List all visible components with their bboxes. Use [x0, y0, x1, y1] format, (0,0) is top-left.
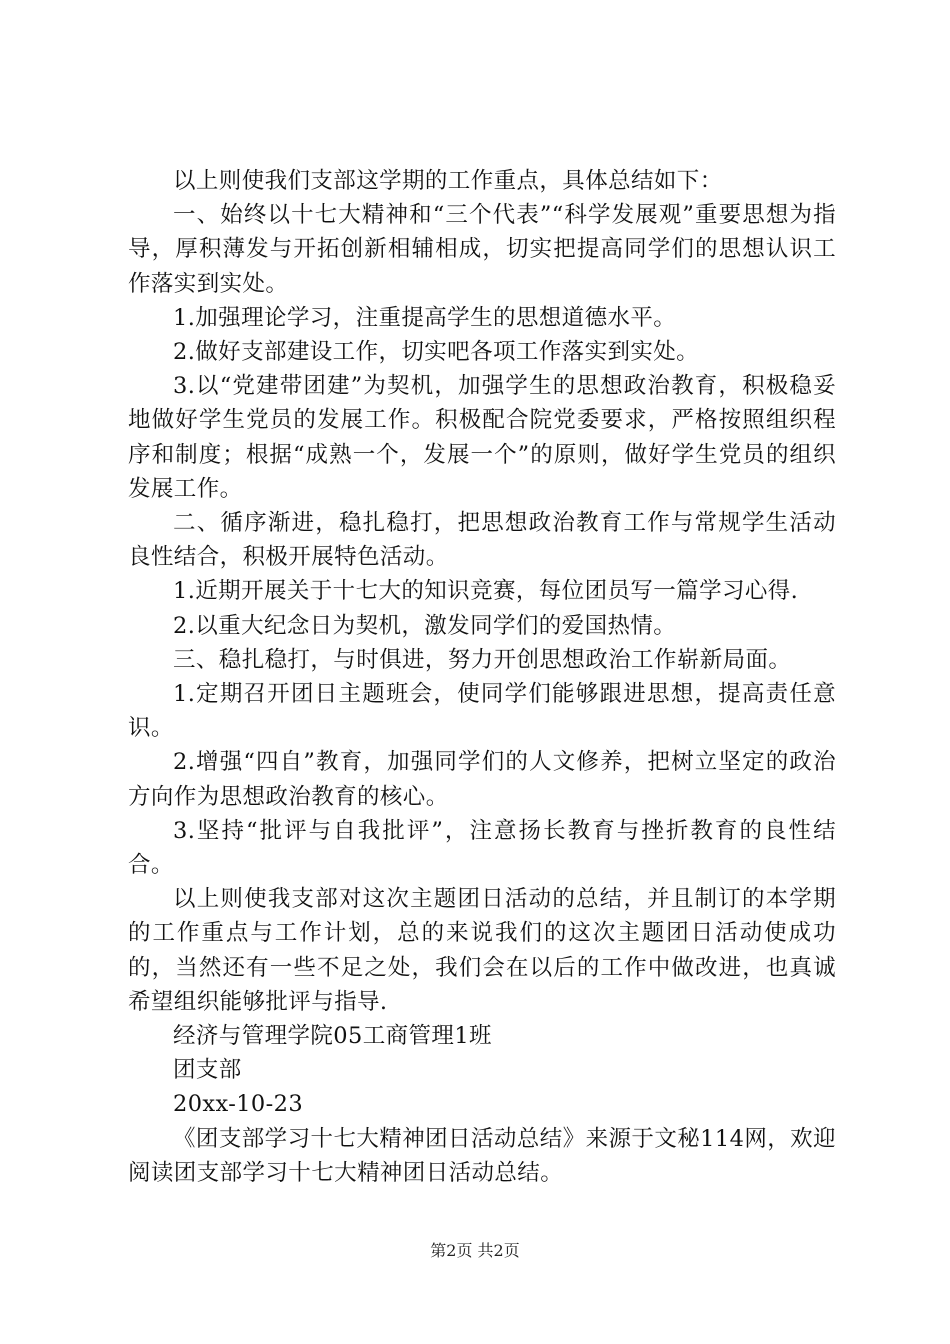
signature-branch: 团支部 [173, 1057, 242, 1084]
paragraph-source-note: 《团支部学习十七大精神团日活动总结》来源于文秘114网，欢迎阅读团支部学习十七大精神团日活动总结。 [128, 1125, 836, 1186]
page-footer: 第2页 共2页 [430, 1241, 520, 1260]
paragraph-section-3: 三、稳扎稳打，与时俱进，努力开创思想政治工作崭新局面。 [173, 646, 792, 673]
paragraph-item-1-2: 2.做好支部建设工作，切实吧各项工作落实到实处。 [173, 339, 700, 366]
paragraph-item-2-1: 1.近期开展关于十七大的知识竞赛，每位团员写一篇学习心得. [173, 578, 799, 605]
paragraph-section-2: 二、循序渐进，稳扎稳打，把思想政治教育工作与常规学生活动良性结合，积极开展特色活动。 [128, 510, 836, 571]
paragraph-conclusion: 以上则使我支部对这次主题团日活动的总结，并且制订的本学期的工作重点与工作计划，总的来说我们的这次主题团日活动使成功的，当然还有一些不足之处，我们会在以后的工作中做改进，也真诚希望组织能够批评与指导. [128, 886, 836, 1015]
signature-college: 经济与管理学院05工商管理1班 [173, 1023, 492, 1050]
paragraph-item-1-3: 3.以“党建带团建”为契机，加强学生的思想政治教育，积极稳妥地做好学生党员的发展工作。积极配合院党委要求，严格按照组织程序和制度；根据“成熟一个，发展一个”的原则，做好学生党员的组织发展工作。 [128, 373, 836, 502]
paragraph-item-3-3: 3.坚持“批评与自我批评”，注意扬长教育与挫折教育的良性结合。 [128, 817, 836, 879]
document-body [128, 164, 836, 1190]
paragraph-item-1-1: 1.加强理论学习，注重提高学生的思想道德水平。 [173, 304, 677, 331]
paragraph-item-3-1: 1.定期召开团日主题班会，使同学们能够跟进思想，提高责任意识。 [128, 681, 836, 742]
signature-date: 20xx-10-23 [173, 1091, 304, 1118]
paragraph-item-2-2: 2.以重大纪念日为契机，激发同学们的爱国热情。 [173, 612, 677, 639]
paragraph-item-3-2: 2.增强“四自”教育，加强同学们的人文修养，把树立坚定的政治方向作为思想政治教育的核心。 [128, 749, 836, 810]
paragraph-intro: 以上则使我们支部这学期的工作重点，具体总结如下： [173, 168, 723, 194]
paragraph-section-1: 一、始终以十七大精神和“三个代表”“科学发展观”重要思想为指导，厚积薄发与开拓创新相辅相成，切实把提高同学们的思想认识工作落实到实处。 [128, 202, 836, 297]
